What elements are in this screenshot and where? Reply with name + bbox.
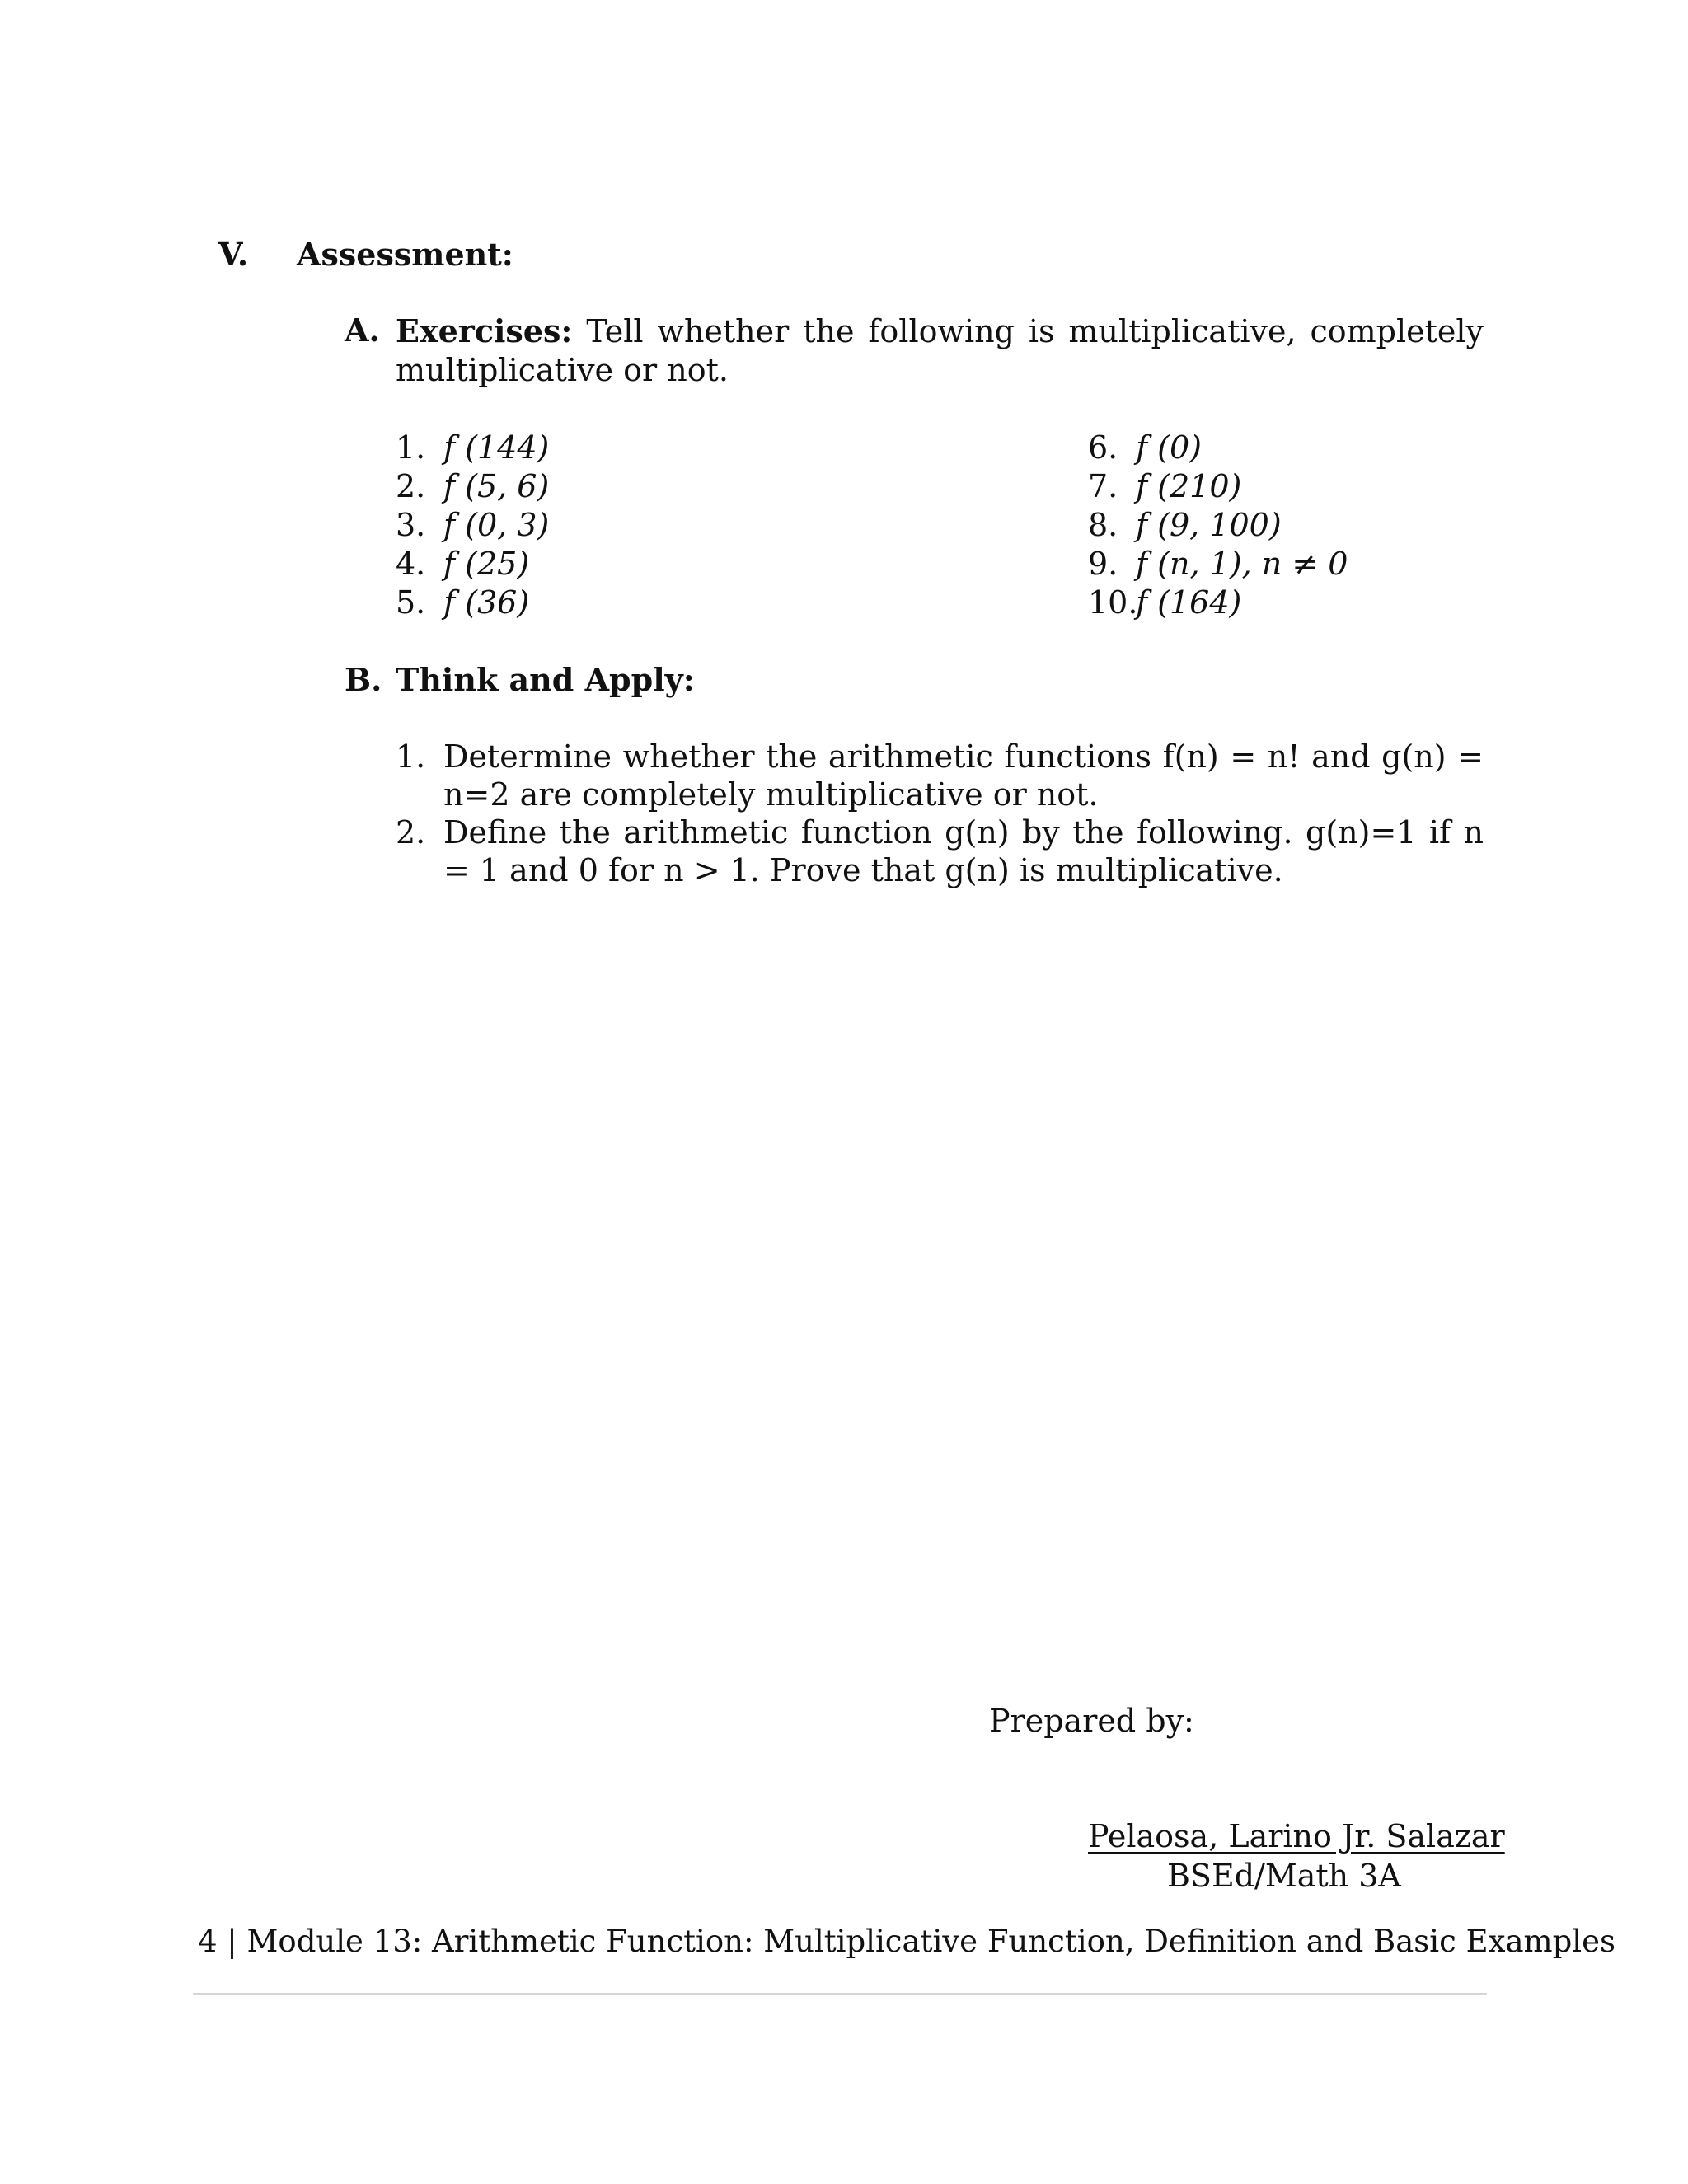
item-number: 7. (1088, 468, 1118, 504)
section-number: V. (218, 236, 249, 273)
list-item (396, 429, 549, 467)
footer-divider (193, 1993, 1487, 1995)
list-item (1088, 583, 1348, 622)
list-item (1088, 467, 1348, 506)
list-item (1088, 429, 1348, 467)
author-name: Pelaosa, Larino Jr. Salazar (1088, 1818, 1505, 1854)
item-function: f (25) (443, 546, 530, 582)
list-item (396, 506, 549, 545)
item-function: f (n, 1), n ≠ 0 (1136, 546, 1348, 582)
item-number: 10. (1088, 584, 1138, 621)
item-number: 4. (396, 546, 426, 582)
think-and-apply-list (396, 738, 1484, 889)
list-item (1088, 506, 1348, 545)
list-item (1088, 545, 1348, 583)
item-function: f (144) (443, 429, 550, 466)
item-function: f (0, 3) (443, 507, 550, 543)
list-item (396, 813, 1484, 889)
section-title: Assessment: (297, 236, 513, 273)
item-number: 9. (1088, 546, 1118, 582)
list-item (396, 738, 1484, 813)
part-a-letter: A. (345, 312, 380, 349)
item-number: 6. (1088, 429, 1118, 466)
item-number: 5. (396, 584, 426, 621)
item-number: 8. (1088, 507, 1118, 543)
part-b-letter: B. (345, 661, 382, 698)
item-function: f (9, 100) (1136, 507, 1282, 543)
prepared-by-label: Prepared by: (989, 1703, 1194, 1739)
part-a-instruction (396, 312, 1484, 390)
item-number: 2. (396, 468, 426, 504)
item-text: Determine whether the arithmetic functions f(n) = n! and g(n) = n=2 are completely multiplicative or not. (443, 738, 1484, 813)
part-b-title: Think and Apply: (396, 661, 695, 698)
exercise-list-right (1088, 429, 1348, 622)
part-a-instruction-text: Tell whether the following is multiplicative, completely multiplicative or not. (396, 313, 1484, 388)
page-footer: 4 | Module 13: Arithmetic Function: Multiplicative Function, Definition and Basic Examples (198, 1924, 1616, 1959)
item-text: Define the arithmetic function g(n) by the following. g(n)=1 if n = 1 and 0 for n > 1. Prove that g(n) is multiplicative. (443, 814, 1484, 888)
item-function: f (210) (1136, 468, 1242, 504)
exercise-list-left (396, 429, 549, 622)
part-a-lead: Exercises: (396, 312, 573, 349)
item-function: f (164) (1136, 584, 1242, 621)
author-course: BSEd/Math 3A (1167, 1858, 1401, 1894)
item-function: f (0) (1136, 429, 1202, 466)
list-item (396, 583, 549, 622)
item-function: f (5, 6) (443, 468, 550, 504)
item-number: 2. (396, 814, 426, 851)
item-number: 1. (396, 429, 426, 466)
item-number: 3. (396, 507, 426, 543)
item-function: f (36) (443, 584, 530, 621)
item-number: 1. (396, 738, 426, 775)
list-item (396, 545, 549, 583)
list-item (396, 467, 549, 506)
